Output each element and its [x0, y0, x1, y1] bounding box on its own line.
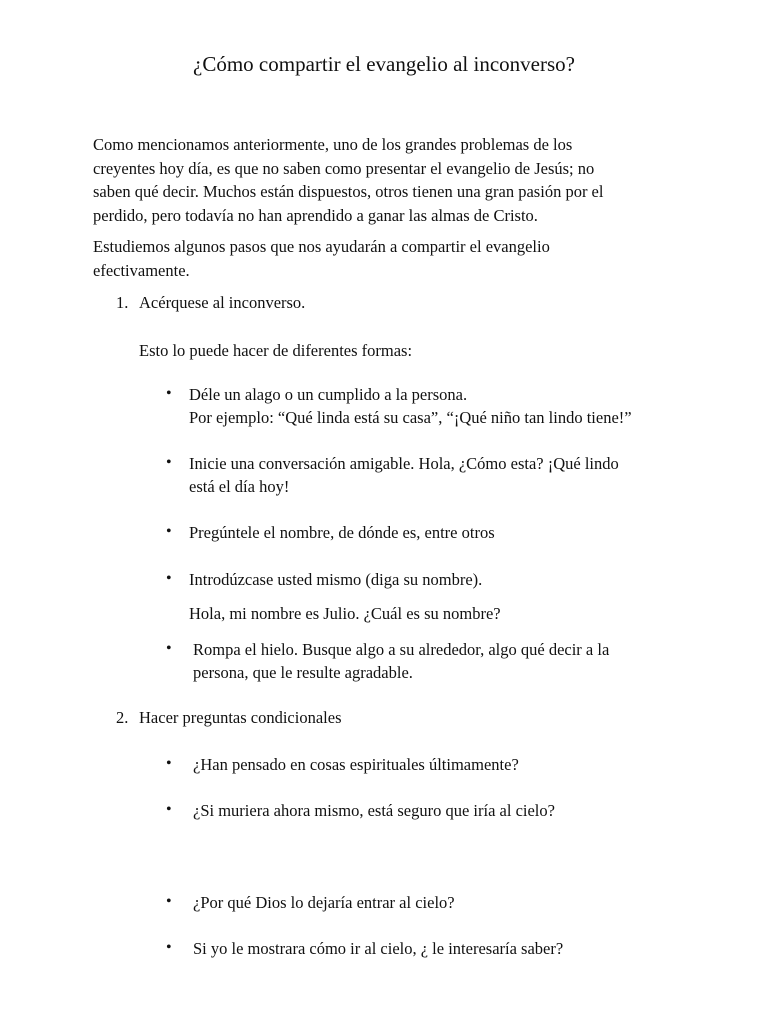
step1-subheading: Esto lo puede hacer de diferentes formas: [139, 341, 413, 360]
bullet-dot: • [166, 893, 172, 910]
bullet-dot: • [166, 385, 172, 402]
intro-paragraph [93, 133, 693, 227]
intro2-line: efectivamente. [93, 260, 190, 280]
step1-number: 1. [116, 293, 129, 312]
bullet-text: Si yo le mostrara cómo ir al cielo, ¿ le interesaría saber? [193, 939, 564, 958]
intro2-paragraph [93, 235, 693, 282]
bullet-dot: • [166, 801, 172, 818]
bullet-text: Hola, mi nombre es Julio. ¿Cuál es su nombre? [189, 604, 501, 623]
bullet-text: Por ejemplo: “Qué linda está su casa”, “¡Qué niño tan lindo tiene!” [189, 408, 632, 427]
bullet-text: ¿Si muriera ahora mismo, está seguro que iría al cielo? [193, 801, 555, 820]
intro-line: saben qué decir. Muchos están dispuestos, otros tienen una gran pasión por el [93, 182, 604, 201]
bullet-dot: • [166, 755, 172, 772]
bullet-text: Rompa el hielo. Busque algo a su alrededor, algo qué decir a la [193, 640, 610, 659]
bullet-text: ¿Han pensado en cosas espirituales últimamente? [193, 755, 519, 774]
step1-heading: Acérquese al inconverso. [139, 293, 306, 312]
intro-line: Como mencionamos anteriormente, uno de los grandes problemas de los [93, 135, 573, 154]
page-title: ¿Cómo compartir el evangelio al inconverso? [193, 52, 575, 76]
bullet-text: Pregúntele el nombre, de dónde es, entre otros [189, 523, 495, 542]
bullet-dot: • [166, 454, 172, 471]
bullet-text: persona, que le resulte agradable. [193, 663, 413, 682]
bullet-text: Inicie una conversación amigable. Hola, ¿Cómo esta? ¡Qué lindo [189, 454, 619, 473]
bullet-dot: • [166, 939, 172, 956]
step2-number: 2. [116, 708, 129, 727]
bullet-text: ¿Por qué Dios lo dejaría entrar al cielo? [193, 893, 455, 912]
bullet-dot: • [166, 570, 172, 587]
bullet-dot: • [166, 523, 172, 540]
intro-line: perdido, pero todavía no han aprendido a ganar las almas de Cristo. [93, 205, 538, 225]
bullet-text: Déle un alago o un cumplido a la persona. [189, 385, 468, 404]
bullet-text: Introdúzcase usted mismo (diga su nombre). [189, 570, 483, 589]
bullet-text: está el día hoy! [189, 477, 290, 496]
intro2-line: Estudiemos algunos pasos que nos ayudarán a compartir el evangelio [93, 237, 550, 256]
bullet-dot: • [166, 640, 172, 657]
intro-line: creyentes hoy día, es que no saben como presentar el evangelio de Jesús; no [93, 158, 595, 178]
step2-heading: Hacer preguntas condicionales [139, 708, 342, 727]
